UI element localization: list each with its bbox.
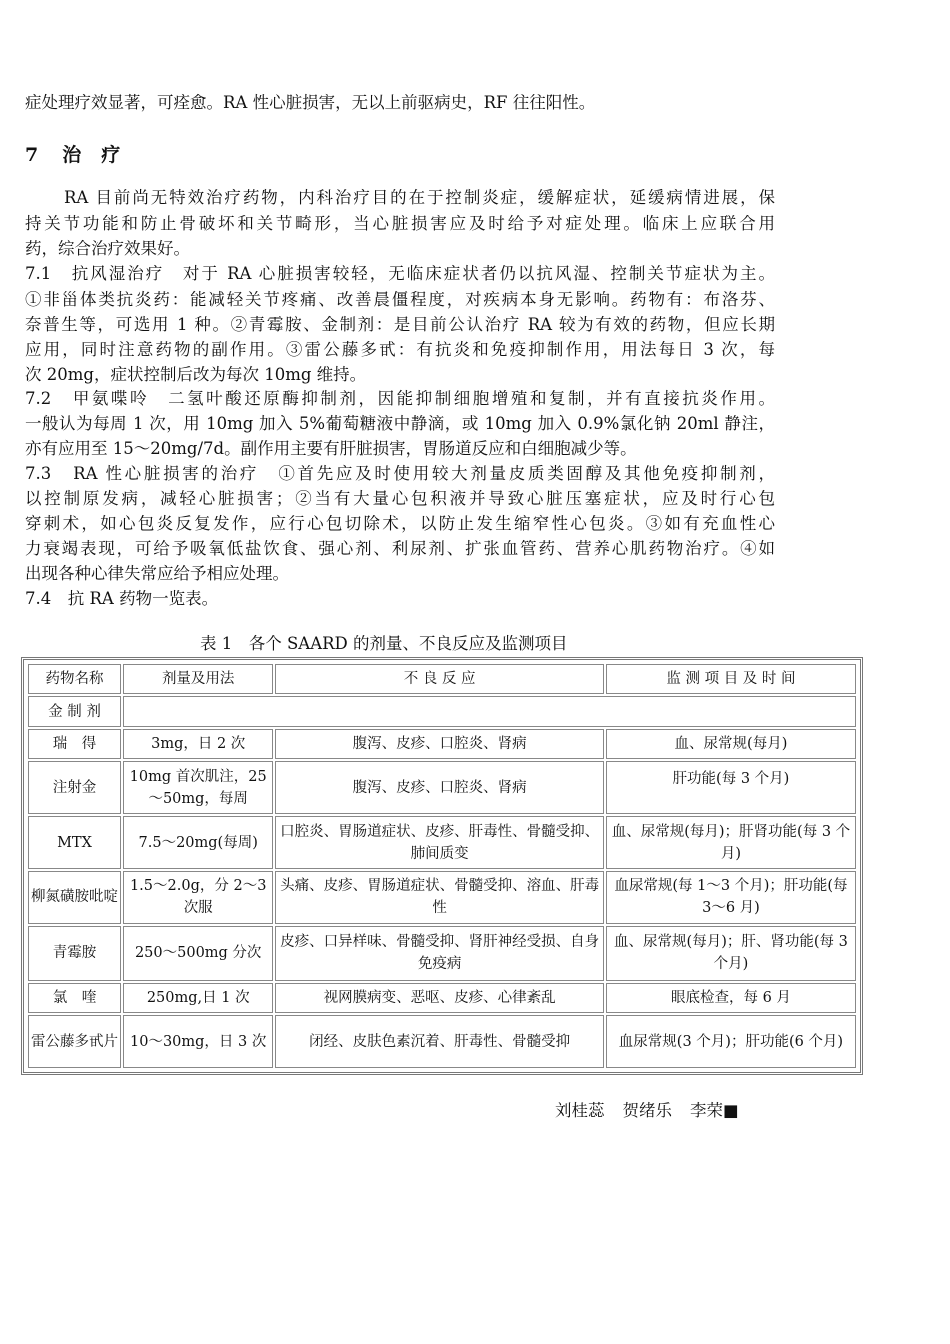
adverse-cell: 口腔炎、胃肠道症状、皮疹、肝毒性、骨髓受抑、肺间质变 [275,816,604,869]
adverse-cell: 头痛、皮疹、胃肠道症状、骨髓受抑、溶血、肝毒性 [275,871,604,924]
section-number: 7 [25,144,41,166]
drug-name-cell: 雷公藤多甙片 [28,1015,121,1068]
monitor-cell: 血、尿常规(每月)；肝肾功能(每 3 个月) [606,816,856,869]
paragraph-line: 一般认为每周 1 次，用 10mg 加入 5%葡萄糖液中静滴，或 10mg 加入 0.9%氯化钠 20ml 静注， [25,414,775,433]
monitor-cell: 眼底检查，每 6 月 [606,983,856,1013]
table-header-cell: 剂量及用法 [123,664,273,694]
drug-name-cell: 注射金 [28,761,121,814]
paragraph-line: 亦有应用至 15～20mg/7d。副作用主要有肝脏损害，胃肠道反应和白细胞减少等。 [25,439,637,458]
drug-name-cell: 青霉胺 [28,926,121,981]
author-name: 李荣 [690,1101,723,1120]
table-row [28,871,856,924]
paragraph-line: 7.2 甲氨喋呤 二氢叶酸还原酶抑制剂，因能抑制细胞增殖和复制，并有直接抗炎作用。 [25,389,775,408]
table-row [28,816,856,869]
monitor-cell: 血尿常规(3 个月)；肝功能(6 个月) [606,1015,856,1068]
table-header-row [28,664,856,694]
paragraph-line: 7.1 抗风湿治疗 对于 RA 心脏损害较轻，无临床症状者仍以抗风湿、控制关节症状为主。 [25,264,775,283]
dose-cell: 250mg,日 1 次 [123,983,273,1013]
table-row [28,926,856,981]
paragraph-line: RA 目前尚无特效治疗药物，内科治疗目的在于控制炎症，缓解症状，延缓病情进展，保 [64,188,775,207]
paragraph-line: 7.3 RA 性心脏损害的治疗 ①首先应及时使用较大剂量皮质类固醇及其他免疫抑制剂， [25,464,775,483]
dose-cell: 10mg 首次肌注，25～50mg，每周 [123,761,273,814]
adverse-cell: 视网膜病变、恶呕、皮疹、心律紊乱 [275,983,604,1013]
paragraph-line: ①非甾体类抗炎药：能减轻关节疼痛、改善晨僵程度，对疾病本身无影响。药物有：布洛芬、 [25,290,775,309]
paragraph-line: 次 20mg，症状控制后改为每次 10mg 维持。 [25,365,367,384]
monitor-cell: 血、尿常规(每月) [606,729,856,759]
monitor-cell: 血尿常规(每 1～3 个月)；肝功能(每 3～6 月) [606,871,856,924]
adverse-cell: 闭经、皮肤色素沉着、肝毒性、骨髓受抑 [275,1015,604,1068]
text-line: 症处理疗效显著，可痊愈。RA 性心脏损害，无以上前驱病史，RF 往往阳性。 [25,93,596,112]
table-row [28,983,856,1013]
monitor-cell: 血、尿常规(每月)；肝、肾功能(每 3 个月) [606,926,856,981]
table-row [28,1015,856,1068]
section-title-char: 治 [62,144,84,166]
adverse-cell: 腹泻、皮疹、口腔炎、肾病 [275,729,604,759]
paragraph-line: 奈普生等，可选用 1 种。②青霉胺、金制剂：是目前公认治疗 RA 较为有效的药物，但应长期 [25,315,775,334]
table-row [28,761,856,814]
paragraph-line: 药，综合治疗效果好。 [25,239,190,258]
paragraph-line: 力衰竭表现，可给予吸氧低盐饮食、强心剂、利尿剂、扩张血管药、营养心肌药物治疗。④如 [25,539,775,558]
dose-cell: 1.5～2.0g，分 2～3 次服 [123,871,273,924]
paragraph-line: 穿刺术，如心包炎反复发作，应行心包切除术，以防止发生缩窄性心包炎。③如有充血性心 [25,514,775,533]
dose-cell: 3mg，日 2 次 [123,729,273,759]
monitor-cell: 肝功能(每 3 个月) [606,761,856,814]
author-name: 贺绪乐 [622,1101,672,1120]
table-header-cell: 监 测 项 目 及 时 间 [606,664,856,694]
table-group-cell: 金 制 剂 [28,696,121,726]
table-caption: 表 1 各个 SAARD 的剂量、不良反应及监测项目 [200,634,568,653]
drug-name-cell: 柳氮磺胺吡啶 [28,871,121,924]
table-header-cell: 不 良 反 应 [275,664,604,694]
section-heading [25,140,122,167]
table-header-cell: 药物名称 [28,664,121,694]
paragraph-line: 应用，同时注意药物的副作用。③雷公藤多甙：有抗炎和免疫抑制作用，用法每日 3 次，每 [25,340,775,359]
paragraph-line: 持关节功能和防止骨破坏和关节畸形，当心脏损害应及时给予对症处理。临床上应联合用 [25,214,775,233]
drug-name-cell: 瑞 得 [28,729,121,759]
dose-cell: 7.5～20mg(每周) [123,816,273,869]
drug-table [21,657,863,1075]
author-signature [555,1099,739,1123]
table-group-empty [123,696,856,726]
dose-cell: 10～30mg，日 3 次 [123,1015,273,1068]
author-name: 刘桂蕊 [555,1101,605,1120]
adverse-cell: 皮疹、口异样味、骨髓受抑、肾肝神经受损、自身免疫病 [275,926,604,981]
drug-name-cell: 氯 喹 [28,983,121,1013]
paragraph-line: 出现各种心律失常应给予相应处理。 [25,564,289,583]
table-row [28,729,856,759]
paragraph-line: 以控制原发病，减轻心脏损害；②当有大量心包积液并导致心脏压塞症状，应及时行心包 [25,489,775,508]
paragraph-line: 7.4 抗 RA 药物一览表。 [25,589,219,608]
drug-name-cell: MTX [28,816,121,869]
end-mark-icon: ■ [723,1101,739,1120]
table-group-row [28,696,856,726]
section-title-char: 疗 [101,144,123,166]
dose-cell: 250～500mg 分次 [123,926,273,981]
adverse-cell: 腹泻、皮疹、口腔炎、肾病 [275,761,604,814]
